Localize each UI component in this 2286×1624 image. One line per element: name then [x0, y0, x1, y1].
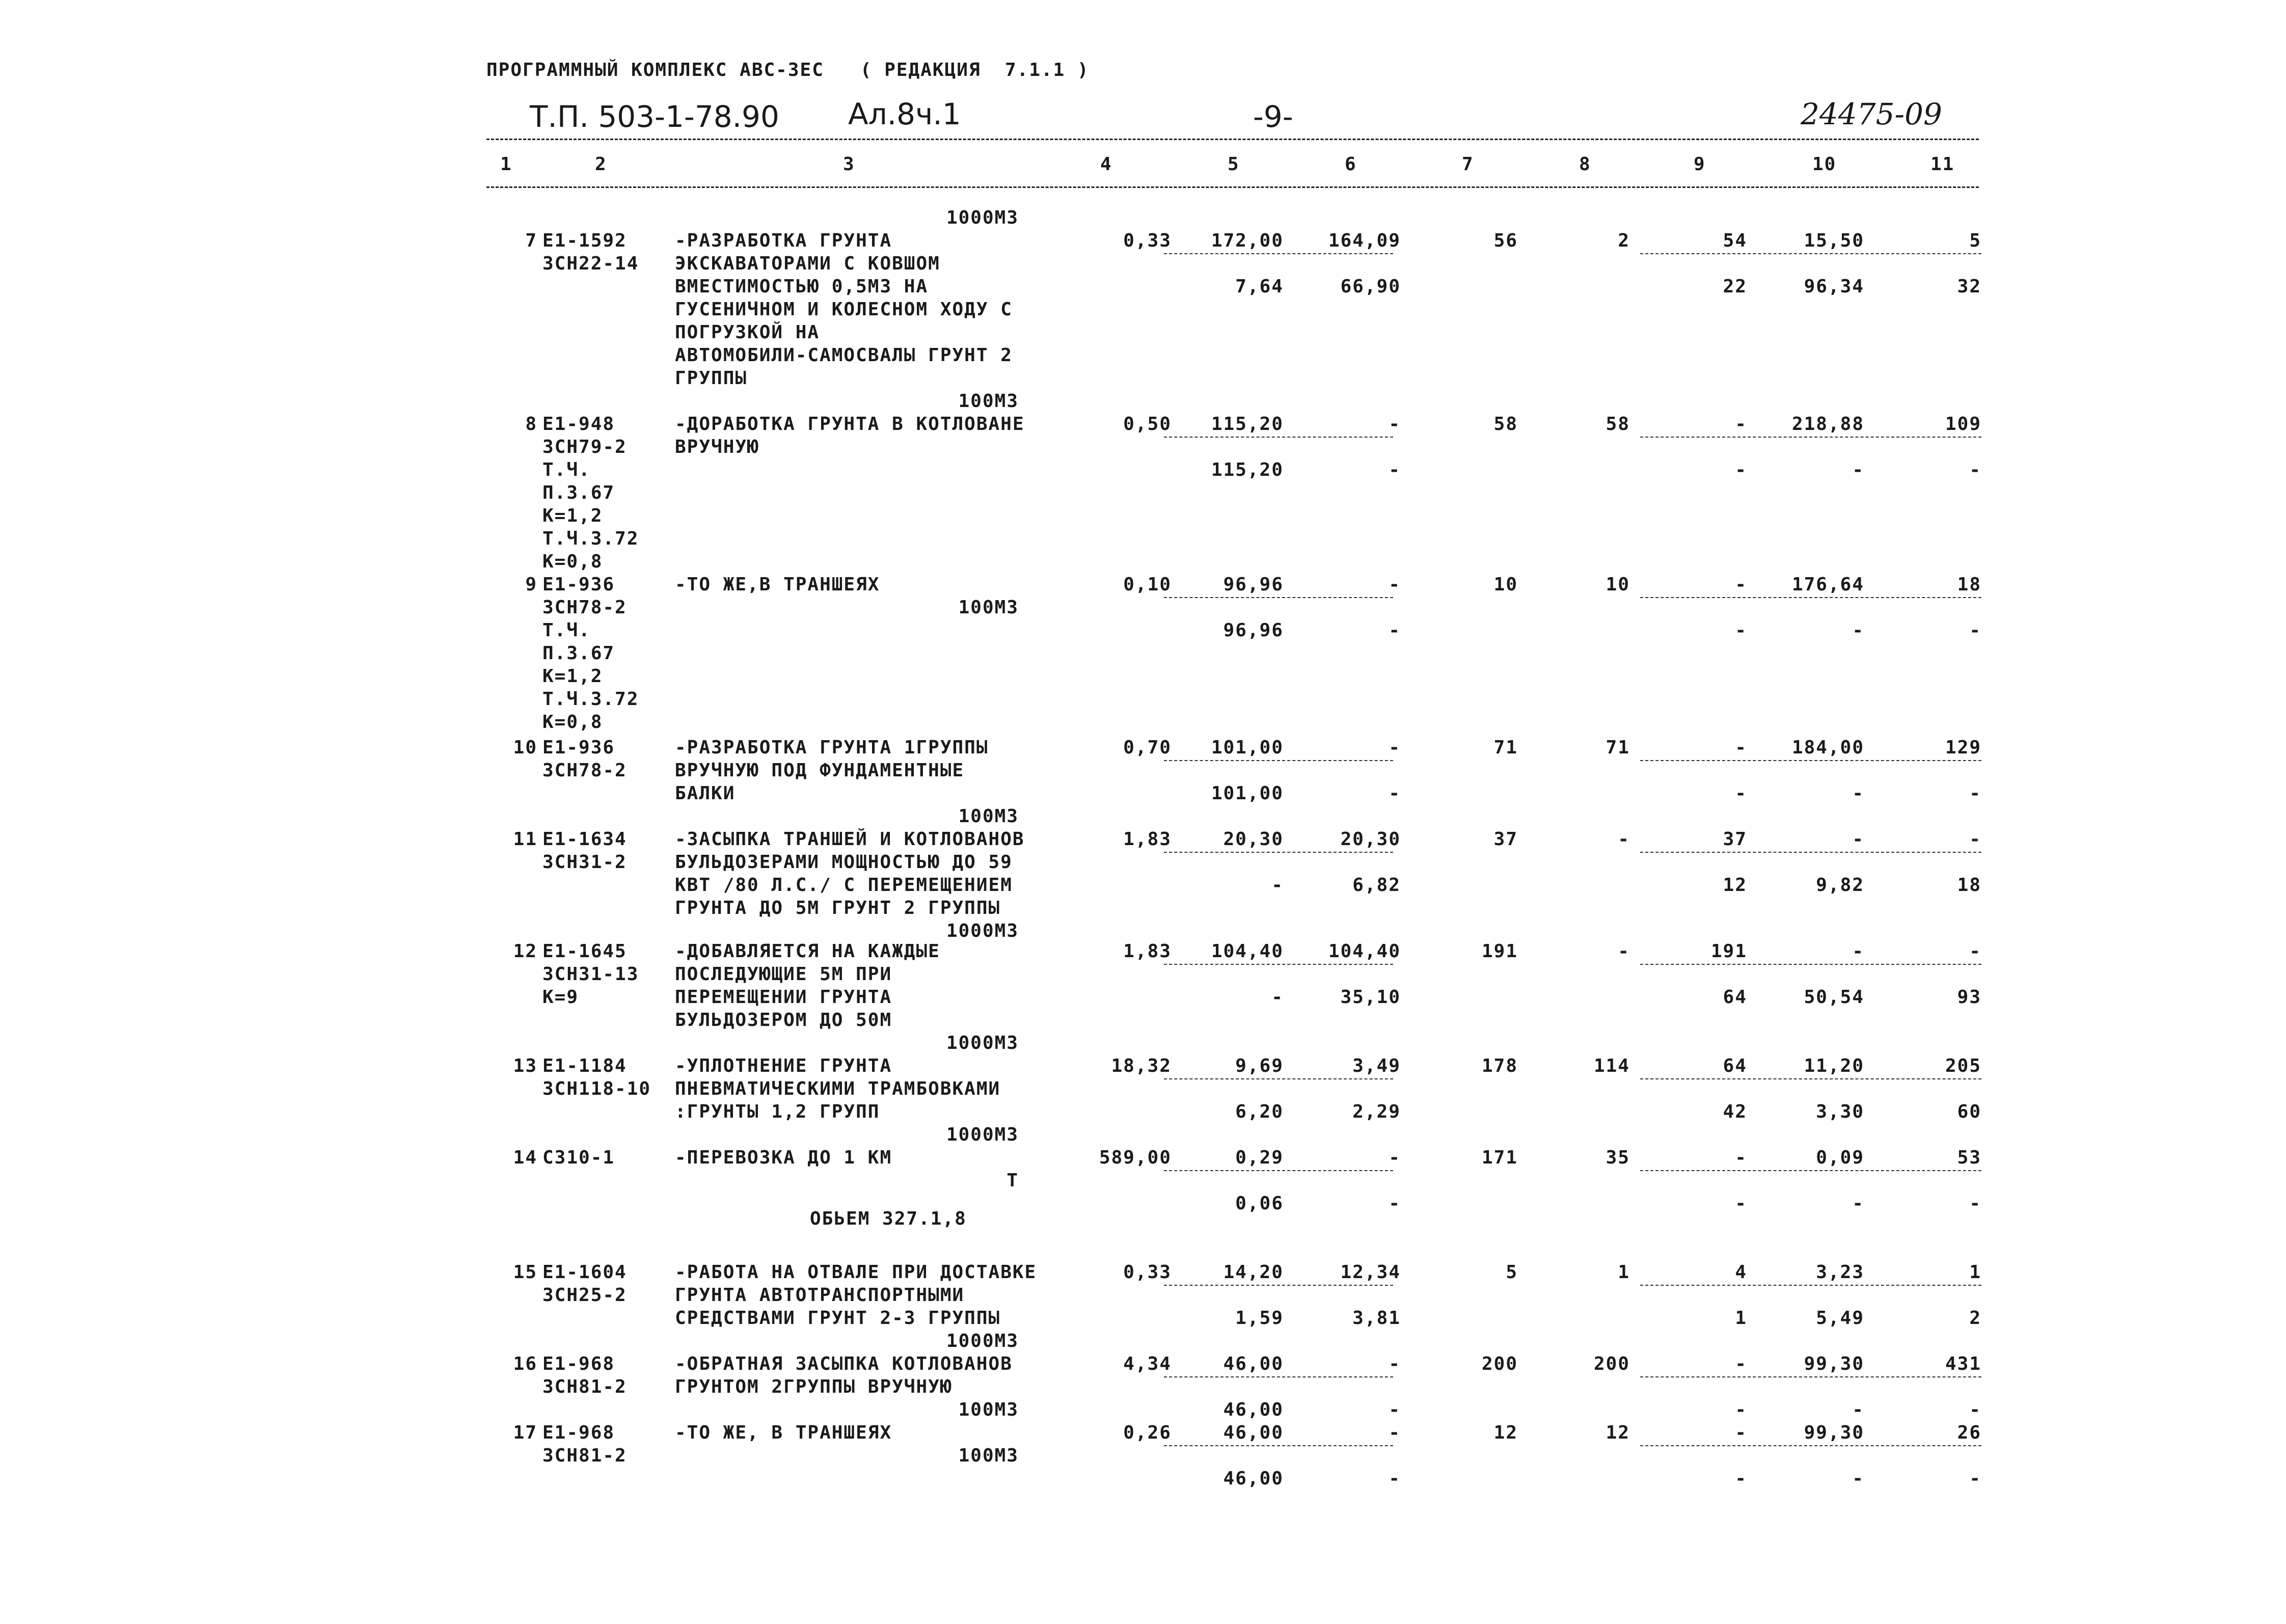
value-c11: 129	[1945, 737, 1981, 758]
work-description: ВРУЧНУЮ ПОД ФУНДАМЕНТНЫЕ	[675, 760, 965, 781]
work-description: ПЕРЕМЕЩЕНИИ ГРУНТА	[675, 987, 892, 1008]
column-header-11: 11	[1930, 154, 1955, 175]
norm-code: Е1-1592	[542, 230, 627, 251]
unit-of-measure: 1000М3	[946, 1033, 1019, 1053]
work-description: БУЛЬДОЗЕРАМИ МОЩНОСТЬЮ ДО 59	[675, 852, 1013, 873]
value-b9: 42	[1723, 1101, 1747, 1122]
value-b6: -	[1389, 1468, 1401, 1489]
value-c8: 35	[1605, 1147, 1630, 1168]
value-c10: 0,09	[1816, 1147, 1864, 1168]
value-c4: 4,34	[1123, 1354, 1172, 1374]
value-b6: -	[1389, 620, 1401, 641]
value-b5: 0,06	[1235, 1193, 1284, 1214]
value-divider	[1640, 964, 1981, 965]
norm-code: Е1-968	[542, 1354, 615, 1374]
value-b9: 64	[1723, 987, 1747, 1008]
norm-code: ЗСН79-2	[542, 437, 627, 457]
norm-code: Е1-1634	[542, 829, 627, 850]
value-c5: 0,29	[1235, 1147, 1284, 1168]
value-b6: 35,10	[1340, 987, 1401, 1008]
row-number: 16	[513, 1354, 537, 1374]
value-c6: 3,49	[1352, 1055, 1401, 1076]
value-c4: 589,00	[1099, 1147, 1172, 1168]
value-c7: 56	[1493, 230, 1518, 251]
value-c6: -	[1389, 1147, 1401, 1168]
work-description: -РАЗРАБОТКА ГРУНТА 1ГРУППЫ	[675, 737, 989, 758]
value-b6: 3,81	[1352, 1308, 1401, 1329]
value-c11: 205	[1945, 1055, 1981, 1076]
value-c4: 0,70	[1123, 737, 1172, 758]
value-c11: 431	[1945, 1354, 1981, 1374]
norm-code: П.3.67	[542, 643, 615, 664]
value-b6: -	[1389, 783, 1401, 804]
norm-code: Е1-936	[542, 574, 615, 595]
row-number: 17	[513, 1422, 537, 1443]
value-b11: -	[1969, 620, 1981, 641]
column-header-8: 8	[1579, 154, 1591, 175]
norm-code: Е1-1184	[542, 1055, 627, 1076]
value-c6: -	[1389, 414, 1401, 435]
volume-note: ОБЬЕМ 327.1,8	[810, 1208, 967, 1229]
value-b10: 5,49	[1816, 1308, 1864, 1329]
value-b9: -	[1735, 620, 1747, 641]
norm-code: ЗСН78-2	[542, 597, 627, 618]
value-c6: 20,30	[1340, 829, 1401, 850]
program-header: ПРОГРАММНЫЙ КОМПЛЕКС АВС-3ЕС ( РЕДАКЦИЯ 7.1.1 )	[486, 60, 1090, 80]
work-description: ГУСЕНИЧНОМ И КОЛЕСНОМ ХОДУ С	[675, 299, 1013, 320]
value-c4: 0,26	[1123, 1422, 1172, 1443]
value-divider	[1640, 597, 1981, 598]
value-b9: 1	[1735, 1308, 1747, 1329]
value-divider	[1164, 964, 1393, 965]
value-b10: -	[1852, 1399, 1864, 1420]
row-number: 9	[525, 574, 537, 595]
value-b11: 2	[1969, 1308, 1981, 1329]
value-b6: 2,29	[1352, 1101, 1401, 1122]
value-b10: 3,30	[1816, 1101, 1864, 1122]
work-description: ВМЕСТИМОСТЬЮ 0,5М3 НА	[675, 276, 929, 297]
value-b11: 18	[1957, 875, 1981, 896]
value-b10: -	[1852, 620, 1864, 641]
value-c9: -	[1735, 414, 1747, 435]
work-description: -ТО ЖЕ, В ТРАНШЕЯХ	[675, 1422, 892, 1443]
work-description: ГРУППЫ	[675, 368, 748, 389]
norm-code: К=9	[542, 987, 579, 1008]
value-b5: 6,20	[1235, 1101, 1284, 1122]
value-b6: 6,82	[1352, 875, 1401, 896]
value-c6: 164,09	[1328, 230, 1401, 251]
value-c8: -	[1618, 829, 1630, 850]
value-c11: 53	[1957, 1147, 1981, 1168]
value-b10: -	[1852, 783, 1864, 804]
value-b5: 115,20	[1211, 459, 1284, 480]
work-description: ГРУНТА АВТОТРАНСПОРТНЫМИ	[675, 1285, 965, 1306]
value-b5: 46,00	[1223, 1399, 1284, 1420]
column-header-1: 1	[500, 154, 512, 175]
value-c10: 11,20	[1804, 1055, 1864, 1076]
value-divider	[1164, 597, 1393, 598]
value-c8: 2	[1618, 230, 1630, 251]
value-c10: -	[1852, 829, 1864, 850]
value-c4: 1,83	[1123, 829, 1172, 850]
value-c10: 99,30	[1804, 1422, 1864, 1443]
norm-code: К=1,2	[542, 505, 603, 526]
norm-code: П.3.67	[542, 482, 615, 503]
value-c4: 0,33	[1123, 230, 1172, 251]
unit-of-measure: 1000М3	[946, 1124, 1019, 1145]
value-divider	[1164, 1078, 1393, 1079]
work-description: -РАЗРАБОТКА ГРУНТА	[675, 230, 892, 251]
value-b10: -	[1852, 1193, 1864, 1214]
value-c9: -	[1735, 574, 1747, 595]
value-c8: 1	[1618, 1262, 1630, 1283]
work-description: ГРУНТА ДО 5М ГРУНТ 2 ГРУППЫ	[675, 898, 1001, 918]
header-divider-bottom	[486, 186, 1979, 188]
work-description: БУЛЬДОЗЕРОМ ДО 50М	[675, 1010, 892, 1031]
value-divider	[1164, 852, 1393, 853]
work-description: -ТО ЖЕ,В ТРАНШЕЯХ	[675, 574, 880, 595]
value-c4: 1,83	[1123, 941, 1172, 962]
work-description: :ГРУНТЫ 1,2 ГРУПП	[675, 1101, 880, 1122]
row-number: 7	[525, 230, 537, 251]
value-b5: -	[1271, 987, 1284, 1008]
value-c10: 218,88	[1791, 414, 1864, 435]
value-c5: 172,00	[1211, 230, 1284, 251]
unit-of-measure: Т	[1006, 1170, 1019, 1191]
value-c4: 0,33	[1123, 1262, 1172, 1283]
value-divider	[1164, 1376, 1393, 1377]
value-c5: 104,40	[1211, 941, 1284, 962]
value-c11: 109	[1945, 414, 1981, 435]
value-b11: 32	[1957, 276, 1981, 297]
row-number: 12	[513, 941, 537, 962]
value-b5: 46,00	[1223, 1468, 1284, 1489]
value-c6: -	[1389, 1354, 1401, 1374]
column-header-6: 6	[1345, 154, 1357, 175]
work-description: -ОБРАТНАЯ ЗАСЫПКА КОТЛОВАНОВ	[675, 1354, 1013, 1374]
value-b5: 7,64	[1235, 276, 1284, 297]
norm-code: Т.Ч.	[542, 620, 591, 641]
value-c10: -	[1852, 941, 1864, 962]
value-b9: 22	[1723, 276, 1747, 297]
value-b5: -	[1271, 875, 1284, 896]
value-c5: 96,96	[1223, 574, 1284, 595]
row-number: 15	[513, 1262, 537, 1283]
value-c9: -	[1735, 1147, 1747, 1168]
value-b11: -	[1969, 783, 1981, 804]
row-number: 14	[513, 1147, 537, 1168]
value-c5: 20,30	[1223, 829, 1284, 850]
value-c10: 15,50	[1804, 230, 1864, 251]
value-c5: 46,00	[1223, 1422, 1284, 1443]
norm-code: ЗСН78-2	[542, 760, 627, 781]
value-c7: 12	[1493, 1422, 1518, 1443]
value-c7: 191	[1481, 941, 1518, 962]
value-c4: 18,32	[1111, 1055, 1172, 1076]
norm-code: ЗСН118-10	[542, 1078, 651, 1099]
value-c11: -	[1969, 941, 1981, 962]
value-c8: 114	[1593, 1055, 1630, 1076]
unit-of-measure: 100М3	[958, 597, 1019, 618]
value-c11: 18	[1957, 574, 1981, 595]
value-c9: -	[1735, 1354, 1747, 1374]
work-description: -ПЕРЕВОЗКА ДО 1 КМ	[675, 1147, 892, 1168]
row-number: 8	[525, 414, 537, 435]
value-c6: -	[1389, 1422, 1401, 1443]
work-description: ПНЕВМАТИЧЕСКИМИ ТРАМБОВКАМИ	[675, 1078, 1001, 1099]
norm-code: Е1-968	[542, 1422, 615, 1443]
norm-code: ЗСН31-2	[542, 852, 627, 873]
value-b11: -	[1969, 1193, 1981, 1214]
value-divider	[1640, 1285, 1981, 1286]
value-divider	[1164, 1285, 1393, 1286]
value-b10: 50,54	[1804, 987, 1864, 1008]
norm-code: Т.Ч.	[542, 459, 591, 480]
value-c7: 10	[1493, 574, 1518, 595]
unit-of-measure: 1000М3	[946, 921, 1019, 941]
value-divider	[1164, 437, 1393, 438]
unit-of-measure: 100М3	[958, 806, 1019, 827]
value-c5: 9,69	[1235, 1055, 1284, 1076]
work-description: ВРУЧНУЮ	[675, 437, 759, 457]
value-c4: 0,50	[1123, 414, 1172, 435]
value-b6: -	[1389, 1193, 1401, 1214]
value-c5: 14,20	[1223, 1262, 1284, 1283]
norm-code: ЗСН81-2	[542, 1445, 627, 1466]
value-b10: -	[1852, 1468, 1864, 1489]
work-description: -ДОРАБОТКА ГРУНТА В КОТЛОВАНЕ	[675, 414, 1025, 435]
value-c9: 191	[1710, 941, 1747, 962]
norm-code: Т.Ч.3.72	[542, 528, 639, 549]
value-c9: 37	[1723, 829, 1747, 850]
value-b9: -	[1735, 1468, 1747, 1489]
value-divider	[1640, 437, 1981, 438]
value-c10: 184,00	[1791, 737, 1864, 758]
row-number: 10	[513, 737, 537, 758]
value-b11: -	[1969, 1399, 1981, 1420]
value-b9: -	[1735, 1193, 1747, 1214]
value-c6: -	[1389, 574, 1401, 595]
value-c5: 115,20	[1211, 414, 1284, 435]
value-b6: -	[1389, 459, 1401, 480]
column-header-9: 9	[1694, 154, 1706, 175]
header-divider-top	[486, 139, 1979, 140]
value-c7: 178	[1481, 1055, 1518, 1076]
value-c7: 171	[1481, 1147, 1518, 1168]
value-c8: 58	[1605, 414, 1630, 435]
norm-code: ЗСН22-14	[542, 253, 639, 274]
work-description: АВТОМОБИЛИ-САМОСВАЛЫ ГРУНТ 2	[675, 345, 1013, 366]
value-divider	[1640, 253, 1981, 254]
work-description: -ДОБАВЛЯЕТСЯ НА КАЖДЫЕ	[675, 941, 940, 962]
column-header-10: 10	[1812, 154, 1837, 175]
unit-of-measure: 1000М3	[946, 207, 1019, 228]
value-c8: 71	[1605, 737, 1630, 758]
page-number: -9-	[1253, 99, 1293, 134]
value-c11: 5	[1969, 230, 1981, 251]
value-b6: -	[1389, 1399, 1401, 1420]
value-c8: 200	[1593, 1354, 1630, 1374]
work-description: ПОСЛЕДУЮЩИЕ 5М ПРИ	[675, 964, 892, 985]
column-header-4: 4	[1100, 154, 1112, 175]
value-b11: -	[1969, 459, 1981, 480]
norm-code: Е1-1645	[542, 941, 627, 962]
value-divider	[1640, 1170, 1981, 1171]
value-c4: 0,10	[1123, 574, 1172, 595]
value-c9: -	[1735, 737, 1747, 758]
value-c9: 64	[1723, 1055, 1747, 1076]
column-header-2: 2	[595, 154, 607, 175]
document-number: 24475-09	[1801, 97, 1942, 131]
unit-of-measure: 100М3	[958, 1445, 1019, 1466]
value-c9: 4	[1735, 1262, 1747, 1283]
value-b10: -	[1852, 459, 1864, 480]
value-b9: -	[1735, 1399, 1747, 1420]
value-b5: 1,59	[1235, 1308, 1284, 1329]
work-description: -РАБОТА НА ОТВАЛЕ ПРИ ДОСТАВКЕ	[675, 1262, 1037, 1283]
project-number: Т.П. 503-1-78.90	[530, 99, 779, 134]
value-c7: 37	[1493, 829, 1518, 850]
norm-code: К=1,2	[542, 666, 603, 687]
value-c5: 101,00	[1211, 737, 1284, 758]
album-number: Ал.8ч.1	[848, 97, 961, 131]
value-c5: 46,00	[1223, 1354, 1284, 1374]
norm-code: Т.Ч.3.72	[542, 689, 639, 710]
value-divider	[1164, 253, 1393, 254]
value-c10: 3,23	[1816, 1262, 1864, 1283]
unit-of-measure: 1000М3	[946, 1331, 1019, 1351]
work-description: КВТ /80 Л.С./ С ПЕРЕМЕЩЕНИЕМ	[675, 875, 1013, 896]
value-b10: 9,82	[1816, 875, 1864, 896]
unit-of-measure: 100М3	[958, 391, 1019, 412]
value-c8: 12	[1605, 1422, 1630, 1443]
column-header-3: 3	[843, 154, 855, 175]
work-description: ПОГРУЗКОЙ НА	[675, 322, 820, 343]
norm-code: ЗСН81-2	[542, 1376, 627, 1397]
value-divider	[1164, 1445, 1393, 1446]
value-b6: 66,90	[1340, 276, 1401, 297]
value-c8: -	[1618, 941, 1630, 962]
value-divider	[1164, 1170, 1393, 1171]
value-b11: 93	[1957, 987, 1981, 1008]
value-b9: -	[1735, 783, 1747, 804]
value-c7: 58	[1493, 414, 1518, 435]
value-b5: 96,96	[1223, 620, 1284, 641]
value-c6: 104,40	[1328, 941, 1401, 962]
value-c7: 200	[1481, 1354, 1518, 1374]
value-c6: -	[1389, 737, 1401, 758]
value-c6: 12,34	[1340, 1262, 1401, 1283]
value-b9: 12	[1723, 875, 1747, 896]
norm-code: Е1-1604	[542, 1262, 627, 1283]
value-c7: 71	[1493, 737, 1518, 758]
norm-code: К=0,8	[542, 712, 603, 733]
value-b9: -	[1735, 459, 1747, 480]
norm-code: ЗСН31-13	[542, 964, 639, 985]
value-c9: 54	[1723, 230, 1747, 251]
value-c9: -	[1735, 1422, 1747, 1443]
value-c7: 5	[1506, 1262, 1518, 1283]
value-c10: 99,30	[1804, 1354, 1864, 1374]
value-divider	[1640, 1078, 1981, 1079]
value-divider	[1164, 760, 1393, 761]
value-c11: -	[1969, 829, 1981, 850]
norm-code: С310-1	[542, 1147, 615, 1168]
unit-of-measure: 100М3	[958, 1399, 1019, 1420]
work-description: -ЗАСЫПКА ТРАНШЕЙ И КОТЛОВАНОВ	[675, 829, 1025, 850]
column-header-5: 5	[1228, 154, 1240, 175]
value-c11: 26	[1957, 1422, 1981, 1443]
value-b11: 60	[1957, 1101, 1981, 1122]
work-description: СРЕДСТВАМИ ГРУНТ 2-3 ГРУППЫ	[675, 1308, 1001, 1329]
work-description: БАЛКИ	[675, 783, 736, 804]
work-description: ЭКСКАВАТОРАМИ С КОВШОМ	[675, 253, 940, 274]
row-number: 11	[513, 829, 537, 850]
value-divider	[1640, 1376, 1981, 1377]
norm-code: ЗСН25-2	[542, 1285, 627, 1306]
row-number: 13	[513, 1055, 537, 1076]
value-b5: 101,00	[1211, 783, 1284, 804]
work-description: ГРУНТОМ 2ГРУППЫ ВРУЧНУЮ	[675, 1376, 953, 1397]
value-c10: 176,64	[1791, 574, 1864, 595]
value-b11: -	[1969, 1468, 1981, 1489]
norm-code: Е1-948	[542, 414, 615, 435]
norm-code: К=0,8	[542, 551, 603, 572]
value-b10: 96,34	[1804, 276, 1864, 297]
work-description: -УПЛОТНЕНИЕ ГРУНТА	[675, 1055, 892, 1076]
value-divider	[1640, 760, 1981, 761]
value-divider	[1640, 852, 1981, 853]
value-c8: 10	[1605, 574, 1630, 595]
norm-code: Е1-936	[542, 737, 615, 758]
value-c11: 1	[1969, 1262, 1981, 1283]
column-header-7: 7	[1462, 154, 1474, 175]
value-divider	[1640, 1445, 1981, 1446]
